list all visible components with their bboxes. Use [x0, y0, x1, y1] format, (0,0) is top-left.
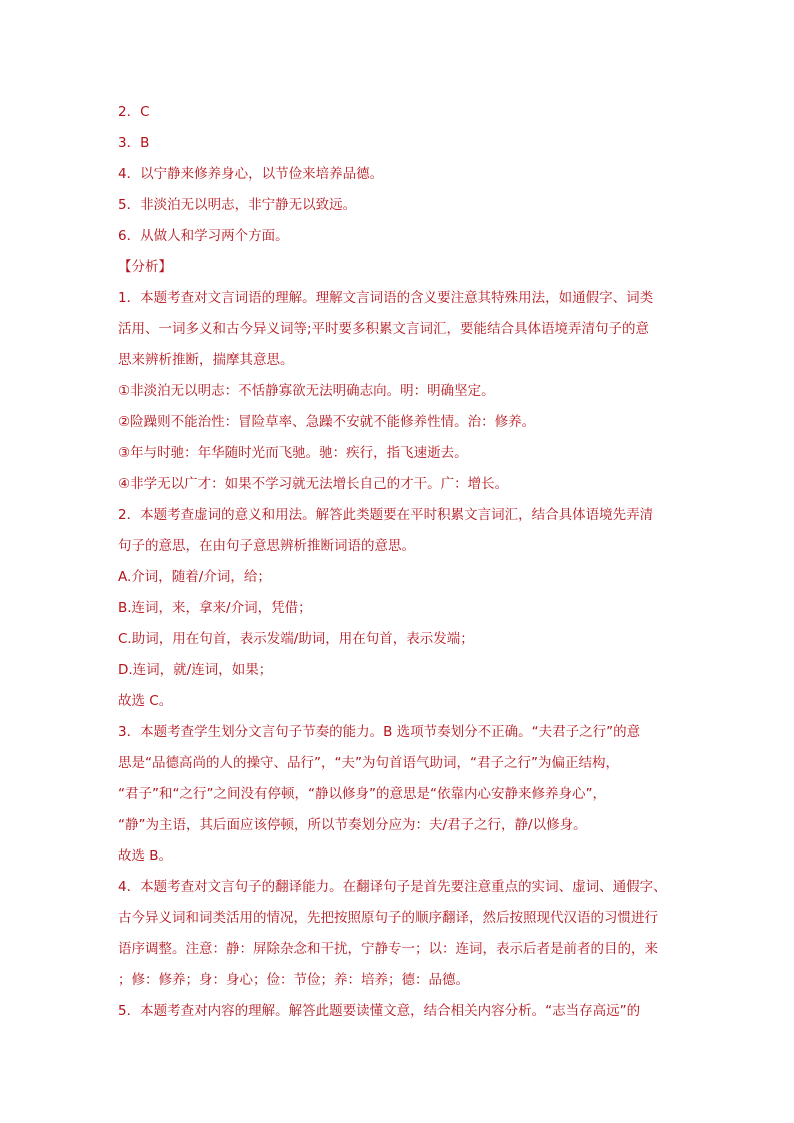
- analysis-line: 活用、一词多义和古今异义词等;平时要多积累文言词汇，要能结合具体语境弄清句子的意: [118, 321, 650, 337]
- answer-line: 6．从做人和学习两个方面。: [118, 228, 289, 244]
- analysis-line: “静”为主语，其后面应该停顿，所以节奏划分应为：夫/君子之行，静/以修身。: [118, 817, 587, 833]
- analysis-line: ④非学无以广才：如果不学习就无法增长自己的才干。广：增长。: [118, 476, 509, 492]
- answer-line: 4．以宁静来修养身心，以节俭来培养品德。: [118, 166, 384, 182]
- analysis-line: 思来辨析推断，揣摩其意思。: [118, 352, 294, 368]
- answer-line: 5．非淡泊无以明志，非宁静无以致远。: [118, 197, 357, 213]
- answer-line: 3．B: [118, 135, 150, 151]
- analysis-line: 思是“品德高尚的人的操守、品行”，“夫”为句首语气助词，“君子之行”为偏正结构，: [118, 755, 619, 771]
- analysis-line: ②险躁则不能治性：冒险草率、急躁不安就不能修养性情。治：修养。: [118, 414, 536, 430]
- analysis-line: 2．本题考查虚词的意义和用法。解答此类题要在平时积累文言词汇，结合具体语境先弄清: [118, 507, 654, 523]
- analysis-line: 故选 B。: [118, 848, 173, 864]
- analysis-line: 句子的意思，在由句子意思辨析推断词语的意思。: [118, 538, 415, 554]
- analysis-line: 古今异义词和词类活用的情况，先把按照原句子的顺序翻译，然后按照现代汉语的习惯进行: [118, 910, 658, 926]
- analysis-line: ③年与时驰：年华随时光而飞驰。驰：疾行，指飞速逝去。: [118, 445, 468, 461]
- document-page: [118, 101, 678, 1031]
- analysis-line: ；修：修养；身：身心；俭：节俭；养：培养；德：品德。: [118, 972, 469, 988]
- analysis-line: B.连词，来，拿来/介词，凭借；: [118, 600, 312, 616]
- answer-line: 2．C: [118, 104, 150, 120]
- analysis-line: C.助词，用在句首，表示发端/助词，用在句首，表示发端；: [118, 631, 474, 647]
- analysis-line: D.连词，就/连词，如果；: [118, 662, 273, 678]
- analysis-line: 5．本题考查对内容的理解。解答此题要读懂文意，结合相关内容分析。“志当存高远”的: [118, 1003, 641, 1019]
- analysis-line: 3．本题考查学生划分文言句子节奏的能力。B 选项节奏划分不正确。“夫君子之行”的意: [118, 724, 641, 740]
- analysis-line: ①非淡泊无以明志：不恬静寡欲无法明确志向。明：明确坚定。: [118, 383, 495, 399]
- analysis-line: “君子”和“之行”之间没有停顿，“静以修身”的意思是“依靠内心安静来修养身心”，: [118, 786, 606, 802]
- analysis-line: 4．本题考查对文言句子的翻译能力。在翻译句子是首先要注意重点的实词、虚词、通假字、: [118, 879, 667, 895]
- analysis-line: 故选 C。: [118, 693, 173, 709]
- analysis-line: A.介词，随着/介词，给；: [118, 569, 271, 585]
- analysis-line: 语序调整。注意：静：屏除杂念和干扰，宁静专一；以：连词，表示后者是前者的目的，来: [118, 941, 658, 957]
- analysis-line: 1．本题考查对文言词语的理解。理解文言词语的含义要注意其特殊用法，如通假字、词类: [118, 290, 654, 306]
- analysis-heading: 【分析】: [118, 259, 172, 275]
